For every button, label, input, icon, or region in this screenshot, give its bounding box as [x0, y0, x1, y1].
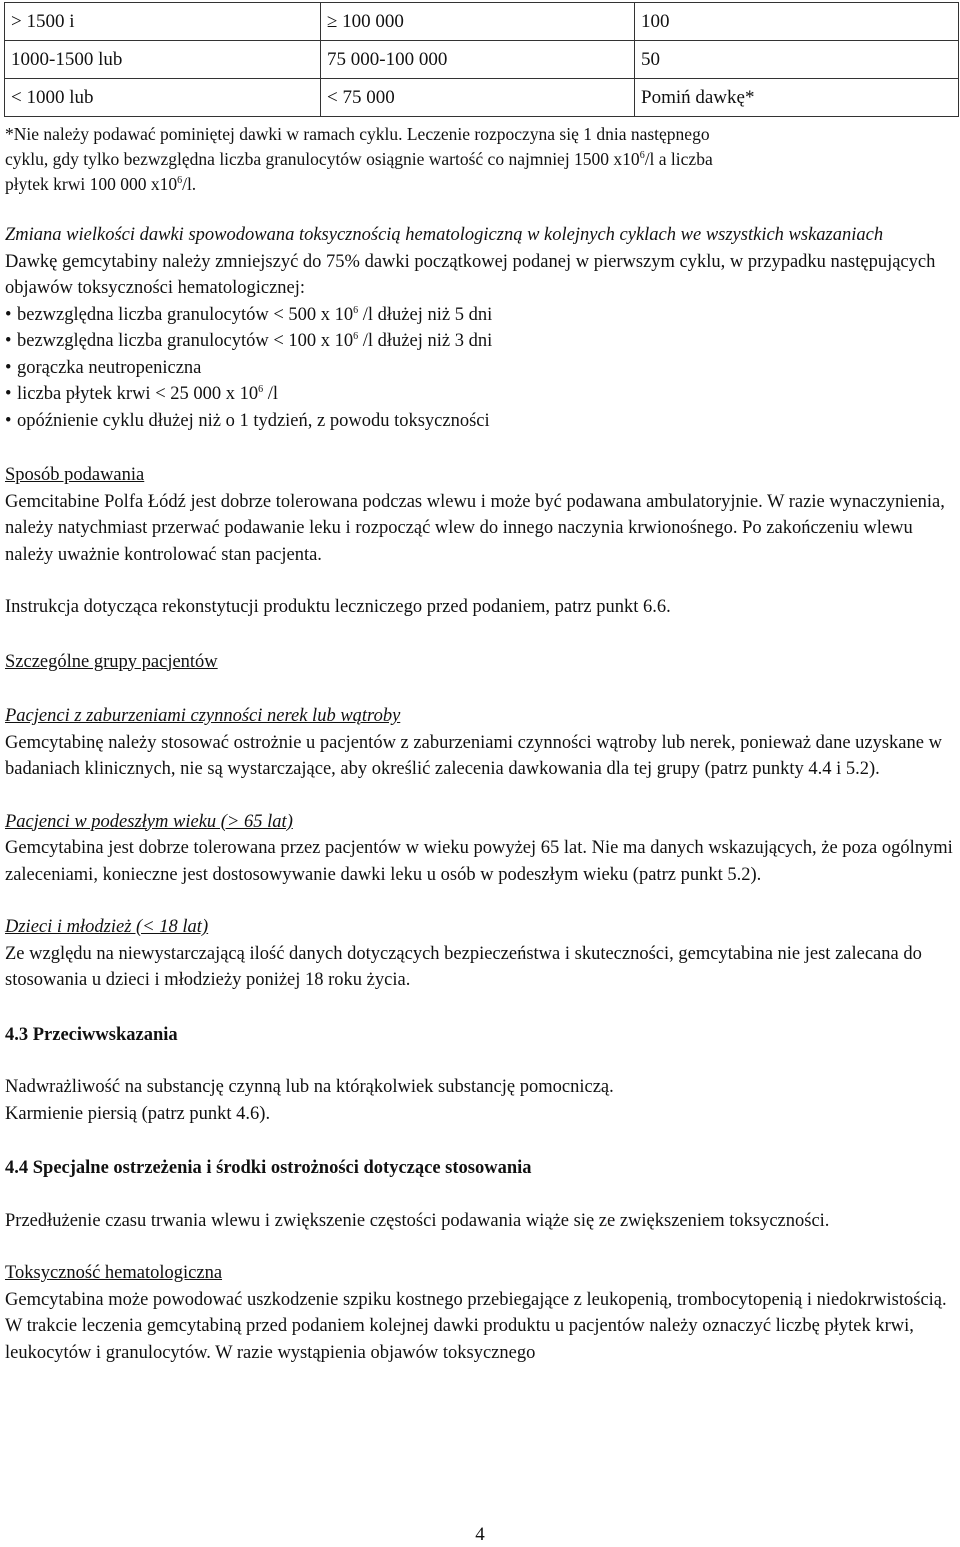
- section-4-4-heading: 4.4 Specjalne ostrzeżenia i środki ostrożności dotyczące stosowania: [5, 1158, 532, 1178]
- renal-text: Gemcytabinę należy stosować ostrożnie u pacjentów z zaburzeniami czynności wątroby lub nerek, ponieważ dane uzyskane w badaniach klinicznych, nie są wystarczające, aby określić zalecenia dawkowania dla tej grupy (patrz punkty 4.4 i 5.2).: [5, 732, 942, 779]
- table-row: [5, 79, 959, 117]
- table-footnote: [5, 122, 955, 197]
- reconstitution-note: Instrukcja dotycząca rekonstytucji produktu leczniczego przed podaniem, patrz punkt 6.6.: [5, 597, 671, 617]
- list-item: • gorączka neutropeniczna: [5, 355, 955, 382]
- hematologic-toxicity-text: Gemcytabina może powodować uszkodzenie szpiku kostnego przebiegające z leukopenią, trombocytopenią i niedokrwistością.: [5, 1289, 947, 1310]
- table-row: [5, 41, 959, 79]
- list-item: • liczba płytek krwi < 25 000 x $10^6$ /l: [5, 381, 955, 408]
- renal-heading: Pacjenci z zaburzeniami czynności nerek lub wątroby: [5, 706, 401, 726]
- dose-cell: 100: [635, 3, 959, 41]
- administration-text: Gemcitabine Polfa Łódź jest dobrze tolerowana podczas wlewu i może być podawana ambulatoryjnie. W razie wynaczynienia, należy natychmiast przerwać podawanie leku i rozpocząć wlew do innego naczynia krwionośnego. Po zakończeniu wlewu należy uważnie kontrolować stan pacjenta.: [5, 491, 945, 565]
- table-row: [5, 3, 959, 41]
- dose-adjustment-table: [4, 2, 959, 117]
- list-item: • bezwzględna liczba granulocytów < 100 x $10^6$ /l dłużej niż 3 dni: [5, 328, 955, 355]
- dose-change-intro: Dawkę gemcytabiny należy zmniejszyć do 75% dawki początkowej podanej w pierwszym cyklu, w przypadku następujących objawów toksyczności hematologicznej:: [5, 251, 936, 298]
- footnote-line: *Nie należy podawać pominiętej dawki w ramach cyklu. Leczenie rozpoczyna się 1 dnia następnego: [5, 124, 710, 144]
- elderly-heading: Pacjenci w podeszłym wieku (> 65 lat): [5, 811, 293, 832]
- hematologic-toxicity-heading: Toksyczność hematologiczna: [5, 1263, 223, 1283]
- hematologic-toxicity-text: W trakcie leczenia gemcytabiną przed podaniem kolejnej dawki produktu u pacjentów należy oznaczyć liczbę płytek krwi, leukocytów i granulocytów. W razie wystąpienia objawów toksycznego: [5, 1316, 914, 1363]
- platelets-cell: ≥ 100 000: [321, 3, 635, 41]
- children-heading: Dzieci i młodzież (< 18 lat): [5, 917, 209, 937]
- page-number: 4: [475, 1524, 485, 1545]
- dose-cell: 50: [635, 41, 959, 79]
- granulocytes-cell: > 1500 i: [5, 3, 321, 41]
- granulocytes-cell: < 1000 lub: [5, 79, 321, 117]
- footnote-line: cyklu, gdy tylko bezwzględna liczba granulocytów osiągnie wartość co najmniej 1500 $x10^6/l$ a liczba: [5, 149, 713, 169]
- document-body: [5, 222, 955, 1366]
- list-item: • opóźnienie cyklu dłużej niż o 1 tydzień, z powodu toksyczności: [5, 408, 955, 435]
- section-4-4-intro: Przedłużenie czasu trwania wlewu i zwiększenie częstości podawania wiąże się ze zwiększeniem toksyczności.: [5, 1210, 830, 1231]
- platelets-cell: < 75 000: [321, 79, 635, 117]
- dose-cell: Pomiń dawkę*: [635, 79, 959, 117]
- contraindication-line: Karmienie piersią (patrz punkt 4.6).: [5, 1103, 271, 1124]
- administration-heading: Sposób podawania: [5, 465, 145, 485]
- elderly-text: Gemcytabina jest dobrze tolerowana przez pacjentów w wieku powyżej 65 lat. Nie ma danych wskazujących, że poza ogólnymi zaleceniami, konieczne jest dostosowywanie dawki leku u osób w podeszłym wieku (patrz punkt 5.2).: [5, 838, 953, 885]
- dose-change-heading: Zmiana wielkości dawki spowodowana toksycznością hematologiczną w kolejnych cyklach we wszystkich wskazaniach: [5, 225, 884, 245]
- section-4-3-heading: 4.3 Przeciwwskazania: [5, 1024, 178, 1045]
- children-text: Ze względu na niewystarczającą ilość danych dotyczących bezpieczeństwa i skuteczności, gemcytabina nie jest zalecana do stosowania u dzieci i młodzieży poniżej 18 roku życia.: [5, 943, 922, 990]
- footnote-line: płytek krwi 100 000 $x10^6/l$.: [5, 174, 197, 194]
- granulocytes-cell: 1000-1500 lub: [5, 41, 321, 79]
- platelets-cell: 75 000-100 000: [321, 41, 635, 79]
- contraindication-line: Nadwrażliwość na substancję czynną lub na którąkolwiek substancję pomocniczą.: [5, 1077, 614, 1097]
- special-groups-heading: Szczególne grupy pacjentów: [5, 651, 218, 672]
- list-item: • bezwzględna liczba granulocytów < 500 x $10^6$ /l dłużej niż 5 dni: [5, 302, 955, 329]
